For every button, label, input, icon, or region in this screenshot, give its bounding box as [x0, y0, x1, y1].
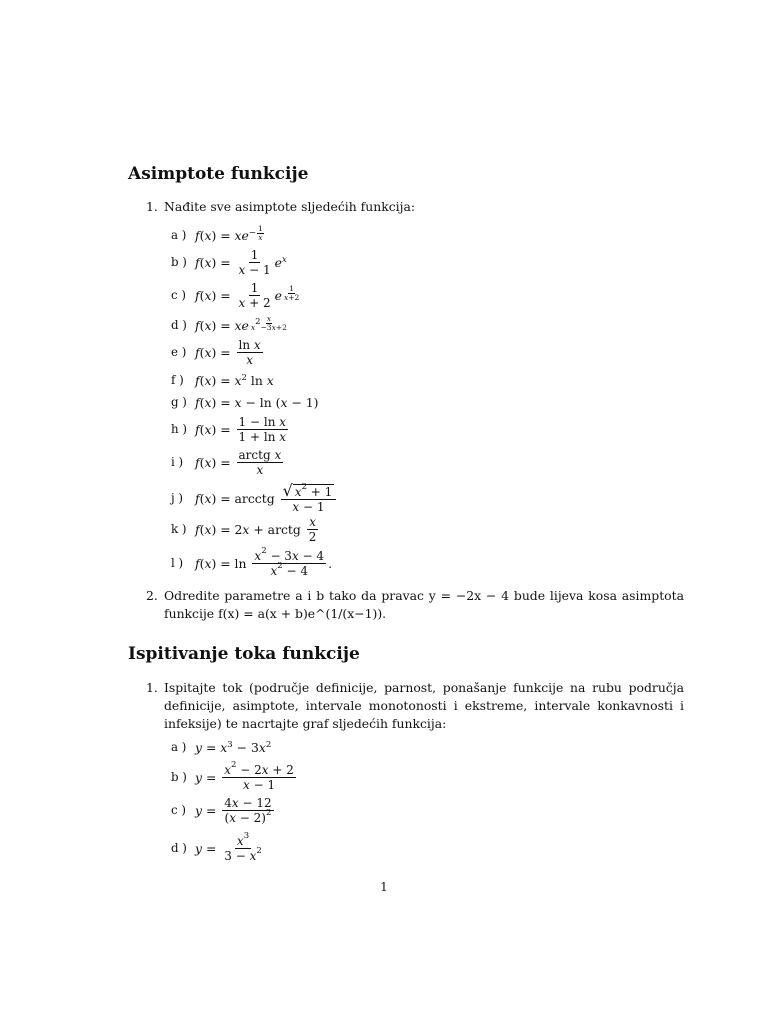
item-l [171, 545, 333, 578]
formula-g: f ( x ) = x − ln ( x − 1) [195, 394, 319, 410]
page-number: 1 [380, 880, 388, 894]
formula-a: f ( x ) = xe $^{- \frac{1}{x}}$ [195, 223, 263, 243]
item-k [171, 515, 320, 543]
item-e [171, 338, 265, 366]
item-b [171, 759, 298, 792]
item-label: e ) [171, 345, 187, 359]
item-b [171, 248, 287, 276]
item-j [171, 480, 338, 514]
item-label: l ) [171, 556, 184, 570]
formula-b: y = $\frac{x^2 - 2x + 2}{x - 1}$ [195, 759, 294, 792]
formula-k: f ( x ) = 2 x + arctg $\frac{x}{2}$ [195, 514, 317, 544]
formula-c: f ( x ) = $\frac{1}{x + 2}$ e $^{\frac{1}{x+2}}$ [195, 280, 300, 310]
formula-c: y = $\frac{4x - 12}{(x - 2)^2}$ [195, 795, 272, 825]
formula-h: f ( x ) = $\frac{\text{1 − ln x}}{\text{1 + ln x}}$ [195, 414, 287, 444]
item-label: c ) [171, 803, 186, 817]
item-label: b ) [171, 255, 187, 269]
formula-j: f ( x ) = arcctg √ $x^2 + 1$ x − 1 [195, 483, 338, 514]
question-1-number: 1. [146, 199, 158, 214]
formula-a: y = x $^3$ − 3 x $^2$ [195, 739, 272, 755]
item-label: d ) [171, 841, 187, 855]
question-2-text: Odredite parametre a i b tako da pravac y = −2x − 4 bude lijeva kosa asimptota funkcije f(x) = a(x + b)e^(1/(x−1)). [164, 588, 684, 621]
section-title-ispitivanje: Ispitivanje toka funkcije [128, 644, 360, 664]
formula-f: f ( x ) = x $^2$ ln x [195, 372, 274, 388]
formula-d: y = $\frac{x^3}{3 - x^2}$ [195, 830, 262, 863]
item-a [171, 221, 264, 249]
question-2-number: 2. [146, 588, 158, 603]
item-g [171, 388, 319, 416]
formula-d: f ( x ) = xe $^{\frac{x}{x^2-3x+2}}$ [195, 313, 287, 333]
item-label: i ) [171, 455, 184, 469]
section-title-asimptote: Asimptote funkcije [128, 164, 309, 184]
item-label: h ) [171, 422, 187, 436]
item-label: k ) [171, 522, 187, 536]
item-label: j ) [171, 491, 184, 505]
formula-i: f ( x ) = $\frac{\text{arctg x}}{x}$ [195, 447, 282, 477]
item-d [171, 830, 266, 863]
item-c [171, 281, 300, 309]
formula-b: f ( x ) = $\frac{1}{x - 1}$ e $^x$ [195, 247, 287, 277]
item-label: b ) [171, 770, 187, 784]
item-label: d ) [171, 318, 187, 332]
item-h [171, 415, 290, 443]
item-d [171, 311, 288, 339]
item-label: a ) [171, 740, 187, 754]
item-label: a ) [171, 228, 187, 242]
item-a [171, 733, 271, 761]
item-i [171, 448, 285, 476]
formula-e: f ( x ) = $\frac{\text{ln x}}{x}$ [195, 337, 261, 367]
question-1-number: 1. [146, 680, 158, 695]
formula-l: f ( x ) = ln $\frac{x^2 - 3x - 4}{x^2 - 4}$ . [195, 545, 333, 578]
item-label: g ) [171, 395, 187, 409]
item-label: c ) [171, 288, 186, 302]
item-c [171, 796, 276, 824]
question-1-text: Ispitajte tok (područje definicije, parnost, ponašanje funkcije na rubu područja definicije, asimptote, intervale monotonosti i ekstreme, intervale konkavnosti i infeksije) te nacrtajte graf sljedećih funkcija: [164, 680, 684, 731]
item-label: f ) [171, 373, 184, 387]
question-1-text: Nađite sve asimptote sljedećih funkcija: [164, 199, 416, 214]
